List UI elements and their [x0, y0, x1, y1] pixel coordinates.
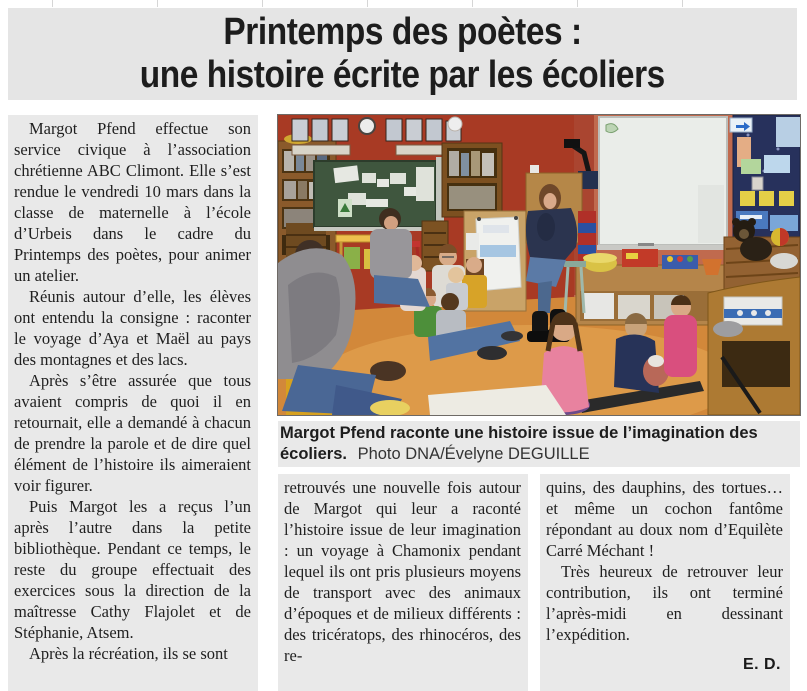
headline-line-2: une histoire écrite par les écoliers — [139, 54, 666, 96]
photo-caption-credit: Photo DNA/Évelyne DEGUILLE — [357, 445, 590, 463]
photo-caption — [278, 421, 800, 467]
column-rule-mark — [472, 0, 473, 7]
toy-shelf — [576, 249, 728, 325]
display-board — [730, 115, 800, 237]
column-rule-mark — [157, 0, 158, 7]
chalkboard — [314, 157, 444, 231]
column-rule-mark — [367, 0, 368, 7]
bookshelf-center — [442, 143, 502, 217]
article-column-left — [8, 115, 258, 691]
paragraph: Très heureux de retrouver leur contribution, ils ont terminé l’après-midi en dessinant l’expédition. — [546, 562, 783, 644]
classroom-photo-illustration — [278, 115, 800, 415]
column-rule-mark — [682, 0, 683, 7]
article-headline — [8, 8, 797, 100]
article-photo — [278, 115, 800, 415]
paragraph: Puis Margot les a reçus l’un après l’autre dans la petite bibliothèque. Pendant ce temps, le reste du groupe effectuait des exercices sous la direction de la maîtresse Cathy Flajolet et de Stéphanie, Atsem. — [14, 497, 251, 642]
paragraph: quins, des dauphins, des tortues… et même un cochon fantôme répondant au doux nom d’Equilète Carré Méchant ! — [546, 478, 783, 560]
column-rule-mark — [577, 0, 578, 7]
curved-shelf-unit — [708, 277, 800, 415]
paragraph: Après la récréation, ils se sont — [29, 644, 228, 663]
paragraph: Après s’être assurée que tous avaient compris de quoi il en retournait, elle a demandé à chacun de prendre la parole et de dire quel élément de l’histoire ils aimeraient voir figurer. — [14, 371, 251, 495]
photo-caption-text: Margot Pfend raconte une histoire issue de l’imagination des écoliers. — [280, 424, 758, 463]
column-rule-mark — [52, 0, 53, 7]
column-rule-mark — [262, 0, 263, 7]
paragraph: Réunis autour d’elle, les élèves ont entendu la consigne : raconter le voyage d’Aya et Maël au pays des montagnes et des lacs. — [14, 287, 251, 369]
headline-line-1: Printemps des poètes : — [223, 11, 582, 53]
article-column-right — [540, 474, 790, 691]
paragraph: retrouvés une nouvelle fois autour de Margot qui leur a raconté l’histoire issue de leur imagination : un voyage à Chamonix pendant lequel ils ont pris plusieurs moyens de transport avec des animaux d’époques et de milieux différents : des tricératops, des rhinocéros, des re- — [284, 478, 521, 665]
author-initials: E. D. — [742, 656, 781, 673]
whiteboard — [597, 117, 729, 250]
paragraph: Margot Pfend effectue son service civique à l’association chrétienne ABC Climont. Elle s’est rendue le vendredi 10 mars dans la classe de maternelle à l’école d’Urbeis dans le cadre du Printemps des poètes, pour animer un atelier. — [14, 119, 251, 285]
article-column-middle — [278, 474, 528, 691]
